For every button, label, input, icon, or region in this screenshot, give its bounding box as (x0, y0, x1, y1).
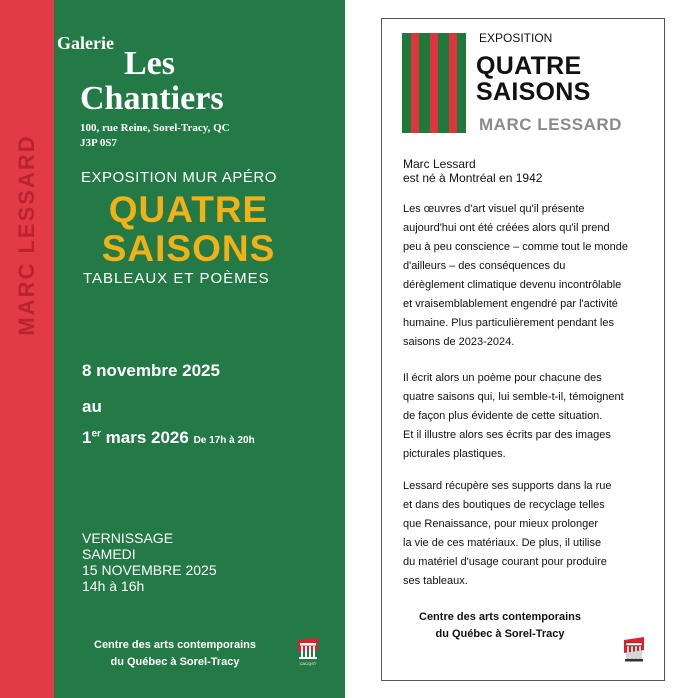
date-end-sup: er (91, 428, 101, 440)
date-end (82, 428, 255, 448)
centre-name-right (394, 609, 606, 643)
date-start: 8 novembre 2025 (82, 361, 220, 380)
vernissage-line4: 14h à 16h (82, 578, 145, 594)
title-line1: QUATRE (108, 189, 269, 230)
title-line2: SAISONS (101, 228, 276, 269)
title-right-line2: SAISONS (476, 78, 591, 106)
address-line1: 100, rue Reine, Sorel-Tracy, QC (80, 122, 230, 134)
gallery-label: Galerie (57, 33, 114, 53)
bio-line2: est né à Montréal en 1942 (403, 171, 543, 185)
centre-right-line2: du Québec à Sorel-Tracy (435, 628, 565, 640)
vernissage-info (82, 530, 217, 594)
centre-name (80, 637, 270, 671)
vernissage-line2: SAMEDI (82, 546, 136, 562)
gallery-address (80, 121, 230, 151)
address-line2: J3P 0S7 (80, 137, 117, 149)
gallery-name-chantiers: Chantiers (80, 80, 224, 117)
vernissage-line1: VERNISSAGE (82, 530, 174, 546)
cacqst-logo-icon (296, 638, 320, 666)
exhibition-subtitle: TABLEAUX ET POÈMES (83, 270, 270, 287)
bio-line1: Marc Lessard (403, 157, 476, 171)
red-side-strip (0, 0, 54, 698)
date-separator: au (82, 397, 102, 416)
vernissage-line3: 15 NOVEMBRE 2025 (82, 562, 217, 578)
right-info-panel (381, 18, 665, 681)
exhibition-title-right (476, 53, 591, 105)
description-paragraph-2: Il écrit alors un poème pour chacune des quatre saisons qui, lui semble-t-il, témoignent de façon plus évidente de cette situation. Et il illustre alors ses écrits par des images picturales plastiques. (403, 372, 624, 460)
left-green-panel (54, 0, 345, 698)
artist-bio (403, 157, 542, 185)
date-end-day: 1 (82, 428, 92, 447)
description-paragraph-3: Lessard récupère ses supports dans la rue et dans des boutiques de recyclage telles que Renaissance, pour mieux prolonger la vie de ces matériaux. De plus, il utilise du matériel d'usage courant pour produire ses tableaux. (403, 480, 612, 587)
artist-name: MARC LESSARD (479, 115, 622, 134)
centre-line2: du Québec à Sorel-Tracy (110, 656, 240, 668)
painting-stripe (449, 33, 457, 133)
centre-right-line1: Centre des arts contemporains (419, 611, 581, 623)
painting-stripe (411, 33, 419, 133)
vertical-artist-name: MARC LESSARD (14, 134, 39, 336)
exhibition-label-right: EXPOSITION (479, 31, 553, 45)
date-end-hours: De 17h à 20h (193, 435, 255, 446)
centre-line1: Centre des arts contemporains (94, 639, 256, 651)
painting-thumbnail (402, 33, 466, 133)
exhibition-label: EXPOSITION MUR APÉRO (81, 169, 277, 186)
date-end-rest: mars 2026 (100, 428, 189, 447)
exhibition-title (81, 190, 296, 268)
cacqst-logo-icon (622, 637, 646, 667)
painting-stripe (430, 33, 438, 133)
title-right-line1: QUATRE (476, 52, 582, 80)
logo-caption: CACQST (299, 661, 317, 666)
gallery-name-les: Les (124, 45, 175, 82)
description-paragraph-1: Les œuvres d'art visuel qu'il présente aujourd'hui ont été créées alors qu'il prend peu à peu conscience – comme tout le monde d'ailleurs – des conséquences du dérèglement climatique devenu incontrôlable et vraisemblablement engendré par l'activité humaine. Plus particulièrement pendant les saisons de 2023-2024. (403, 203, 629, 348)
